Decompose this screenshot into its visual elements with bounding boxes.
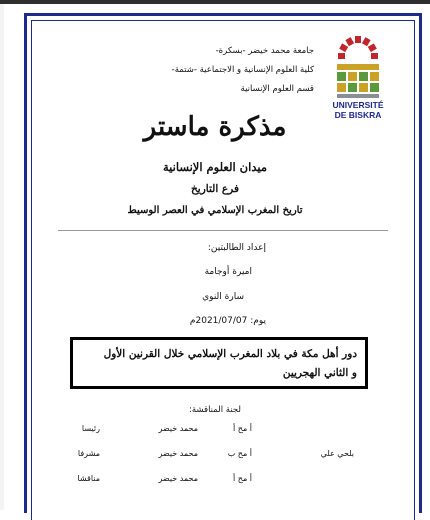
thesis-topic-line1: دور أهل مكة في بلاد المغرب الإسلامي خلال القرنين الأول <box>103 348 357 360</box>
logo-text-line2: DE BISKRA <box>334 110 382 120</box>
student-name-1: اميرة أوجامة <box>204 267 252 277</box>
jury-university: محمد خيضر <box>158 449 198 458</box>
thesis-topic-line2: و الثاني الهجريين <box>282 367 357 379</box>
specialty-title: تاريخ المغرب الإسلامي في العصر الوسيط <box>127 205 303 216</box>
jury-role: رئيسا <box>81 424 100 433</box>
jury-row <box>0 424 430 438</box>
jury-grade: أ مح ب <box>227 449 252 458</box>
department-name: قسم العلوم الإنسانية <box>240 84 314 94</box>
field-title: ميدان العلوم الإنسانية <box>163 160 267 174</box>
student-name-2: سارة النوي <box>202 292 244 302</box>
jury-university: محمد خيضر <box>158 474 198 483</box>
jury-row <box>0 449 430 463</box>
document-title: مذكرة ماستر <box>143 112 287 142</box>
jury-member-name: بلحي علي <box>320 449 354 458</box>
jury-university: محمد خيضر <box>158 424 198 433</box>
university-logo <box>323 34 393 124</box>
thesis-topic-box <box>70 337 368 389</box>
jury-grade: أ مح أ <box>233 424 252 433</box>
university-name: جامعة محمد خيضر -بسكرة- <box>215 46 314 56</box>
branch-title: فرع التاريخ <box>191 183 239 195</box>
separator-line <box>58 230 388 231</box>
jury-title: لجنة المناقشة: <box>189 405 241 415</box>
students-label: إعداد الطالبتين: <box>207 243 266 253</box>
jury-role: مشرفا <box>77 449 100 458</box>
defense-date: يوم: 2021/07/07م <box>189 316 266 326</box>
jury-row <box>0 474 430 488</box>
jury-grade: أ مح أ <box>233 474 252 483</box>
faculty-name: كلية العلوم الإنسانية و الاجتماعية -شتمة- <box>171 65 314 75</box>
jury-role: مناقشا <box>77 474 100 483</box>
logo-text-line1: UNIVERSITÉ <box>332 100 384 110</box>
